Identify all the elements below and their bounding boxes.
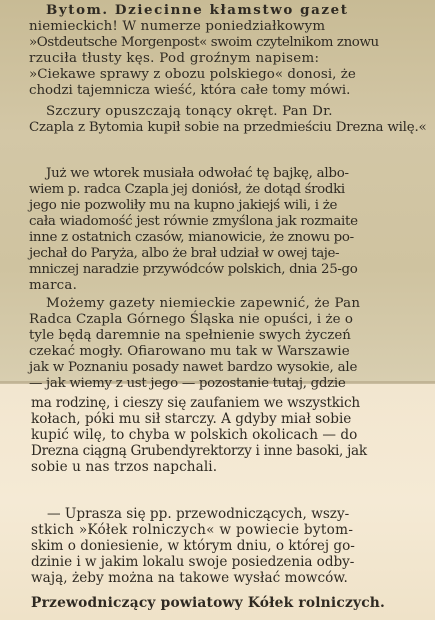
- text-span: rzuciła tłusty kęs. Pod groźnym napisem:: [29, 51, 320, 66]
- text-span: dzinie i w jakim lokalu swoje posiedzenia odby-: [31, 554, 355, 570]
- text-span: — jak wiemy z ust jego — pozostanie tutaj, gdzie: [29, 376, 346, 391]
- article-text-line: [29, 278, 77, 293]
- article-text-line: [29, 51, 319, 66]
- article-text-line: [29, 360, 357, 375]
- article-text-line: [29, 246, 339, 261]
- notice-text-line: [31, 571, 348, 586]
- text-span: chodzi tajemnicza wieść, która całe tomy mówi.: [29, 83, 351, 98]
- article-text-line: [29, 262, 357, 277]
- text-span: kołach, póki mu sił starczy. A gdyby miał sobie: [31, 411, 352, 427]
- text-span: Możemy gazety niemieckie zapewnić, że Pan: [46, 296, 361, 311]
- text-span: wiem p. radca Czapla jej doniósł, że dotąd środki: [29, 182, 345, 197]
- article-text-line: [46, 166, 349, 181]
- text-span: jego nie pozwoliły mu na kupno jakiejś wili, i że: [29, 198, 338, 213]
- text-span: ma rodzinę, i cieszy się zaufaniem we wszystkich: [31, 395, 360, 411]
- text-span: jak w Poznaniu posady nawet bardzo wysokie, ale: [29, 360, 358, 375]
- notice-text-line: [31, 523, 353, 538]
- text-span: jechał do Paryża, albo że brał udział w owej taje-: [29, 246, 340, 261]
- headline-text: Bytom. Dziecinne kłamstwo gazet: [46, 2, 349, 18]
- text-span: czekać mogły. Ofiarowano mu tak w Warszawie: [29, 344, 350, 359]
- text-span: tyle będą daremnie na spełnienie swych życzeń: [29, 328, 351, 343]
- article-text-line: [29, 83, 350, 98]
- text-span: cała wiadomość jest równie zmyślona jak rozmaite: [29, 214, 358, 229]
- text-span: kupić wilę, to chyba w polskich okolicach — do: [31, 427, 358, 443]
- article-headline-line: [46, 3, 349, 18]
- article-text-line: [29, 198, 337, 213]
- notice-text-line: [47, 507, 349, 522]
- text-span: Radca Czapla Górnego Śląska nie opuści, i że o: [29, 312, 353, 327]
- article-text-line: [31, 412, 351, 427]
- article-text-line: [31, 428, 357, 443]
- text-span: Drezna ciągną Grubendyrektorzy i inne basoki, jak: [31, 443, 367, 459]
- text-span: marca.: [29, 278, 78, 293]
- article-text-line: [31, 444, 367, 459]
- signature-text: Przewodniczący powiatowy Kółek rolniczych.: [31, 595, 386, 611]
- text-span: Czapla z Bytomia kupił sobie na przedmieściu Drezna wilę.«: [29, 120, 427, 135]
- notice-signature: [31, 596, 385, 611]
- text-span: Szczury opuszczają tonący okręt. Pan Dr.: [46, 104, 333, 119]
- article-text-line: [31, 460, 217, 475]
- article-text-line: [29, 344, 350, 359]
- text-span: inne z ostatnich czasów, mianowicie, że znowu po-: [29, 230, 354, 245]
- article-text-line: [29, 19, 325, 34]
- article-text-line: [46, 296, 360, 311]
- text-span: »Ciekawe sprawy z obozu polskiego« donosi, że: [29, 67, 356, 82]
- article-text-line: [29, 214, 358, 229]
- text-span: Już we wtorek musiała odwołać tę bajkę, albo-: [46, 166, 349, 181]
- article-text-line: [31, 396, 360, 411]
- article-text-line: [29, 230, 354, 245]
- text-span: — Uprasza się pp. przewodniczących, wszy-: [47, 506, 350, 522]
- article-text-line: [29, 35, 379, 50]
- text-span: mniczej naradzie przywódców polskich, dnia 25-go: [29, 262, 358, 277]
- article-text-line: [46, 104, 333, 119]
- text-span: stkich »Kółek rolniczych« w powiecie bytom-: [31, 522, 354, 538]
- text-span: wają, żeby można na takowe wysłać mowców.: [31, 570, 348, 586]
- text-span: skim o doniesienie, w którym dniu, o której go-: [31, 538, 355, 554]
- article-text-line: [29, 376, 346, 391]
- article-text-line: [29, 182, 345, 197]
- article-text-line: [29, 120, 429, 136]
- article-text-line: [29, 67, 356, 82]
- article-text-line: [29, 328, 351, 343]
- notice-text-line: [31, 539, 355, 554]
- text-span: »Ostdeutsche Morgenpost« swoim czytelnikom znowu: [29, 35, 379, 50]
- text-span: sobie u nas trzos napchali.: [31, 459, 218, 475]
- text-span: niemieckich! W numerze poniedziałkowym: [29, 19, 326, 34]
- notice-text-line: [31, 555, 354, 570]
- article-text-line: [29, 312, 353, 327]
